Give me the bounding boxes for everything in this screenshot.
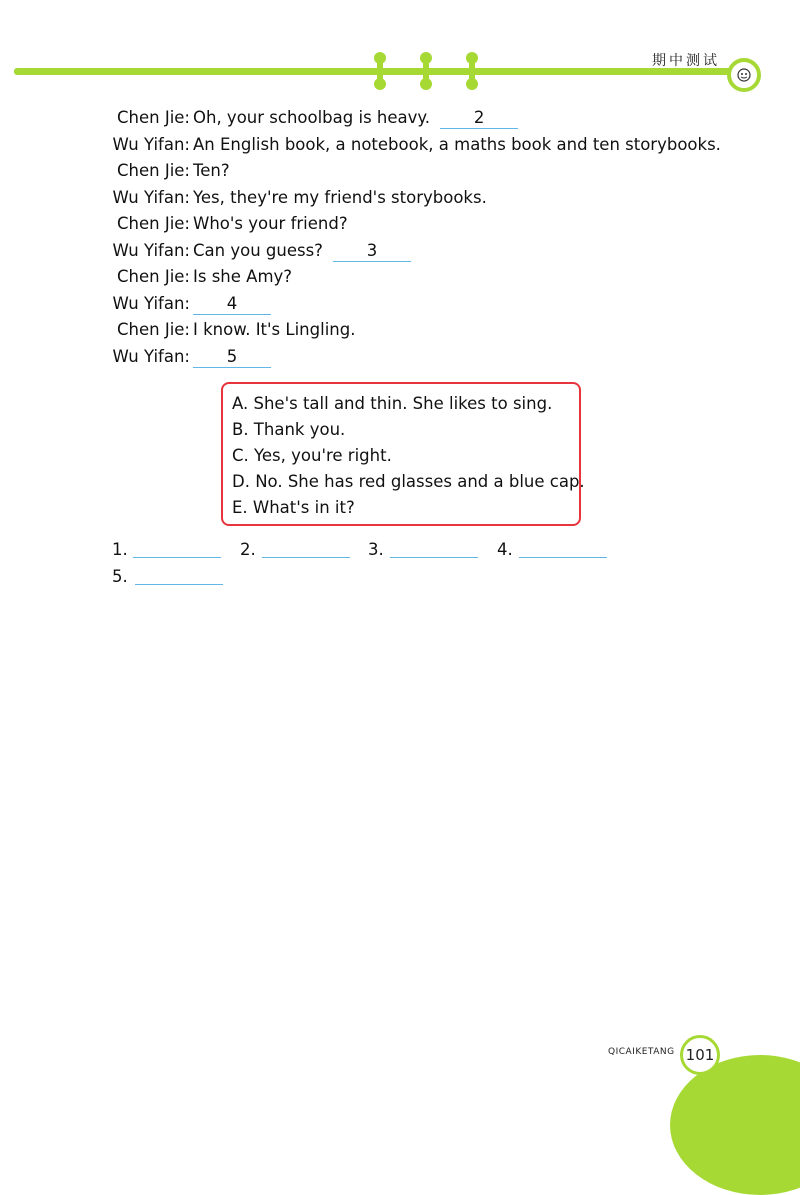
binder-pin <box>423 56 429 86</box>
speaker-label: Chen Jie: <box>117 214 190 233</box>
answer-line[interactable] <box>390 557 478 558</box>
answer-number: 2. <box>240 540 256 559</box>
answer-line[interactable] <box>135 584 223 585</box>
option-e: E. What's in it? <box>232 498 355 517</box>
speech-text: Yes, they're my friend's storybooks. <box>193 188 487 207</box>
speaker-label: Wu Yifan: <box>112 188 190 207</box>
speech-text: Who's your friend? <box>193 214 348 233</box>
binder-pin <box>469 56 475 86</box>
answer-blank[interactable]: 4 <box>193 294 271 315</box>
option-d: D. No. She has red glasses and a blue cap. <box>232 472 585 491</box>
answer-line[interactable] <box>519 557 607 558</box>
answer-number: 1. <box>112 540 128 559</box>
speaker-label: Wu Yifan: <box>112 241 190 260</box>
answer-number: 5. <box>112 567 128 586</box>
corner-decoration <box>670 1055 800 1195</box>
speech-text: Is she Amy? <box>193 267 293 286</box>
footer-brand: QICAIKETANG <box>608 1047 675 1057</box>
mascot-icon <box>727 58 761 92</box>
speech-text: An English book, a notebook, a maths book and ten storybooks. <box>193 135 721 154</box>
answer-line[interactable] <box>133 557 221 558</box>
binder-pin <box>377 56 383 86</box>
speaker-label: Chen Jie: <box>117 267 190 286</box>
answer-number: 3. <box>368 540 384 559</box>
speaker-label: Chen Jie: <box>117 161 190 180</box>
option-c: C. Yes, you're right. <box>232 446 392 465</box>
options-box <box>221 382 585 526</box>
speech-text: I know. It's Lingling. <box>193 320 356 339</box>
option-a: A. She's tall and thin. She likes to sing. <box>232 394 553 413</box>
speech-text: Ten? <box>193 161 230 180</box>
answer-number: 4. <box>497 540 513 559</box>
speaker-label: Chen Jie: <box>117 320 190 339</box>
section-title: 期中测试 <box>652 53 720 69</box>
answer-blank[interactable]: 3 <box>333 241 411 262</box>
answer-blank[interactable]: 5 <box>193 347 271 368</box>
speaker-label: Chen Jie: <box>117 108 190 127</box>
speaker-label: Wu Yifan: <box>112 347 190 366</box>
speech-text: Oh, your schoolbag is heavy. <box>193 108 431 127</box>
answer-blank[interactable]: 2 <box>440 108 518 129</box>
speaker-label: Wu Yifan: <box>112 135 190 154</box>
option-b: B. Thank you. <box>232 420 346 439</box>
speech-text: Can you guess? <box>193 241 323 260</box>
page-number: 101 <box>680 1035 720 1075</box>
speaker-label: Wu Yifan: <box>112 294 190 313</box>
answer-line[interactable] <box>262 557 350 558</box>
